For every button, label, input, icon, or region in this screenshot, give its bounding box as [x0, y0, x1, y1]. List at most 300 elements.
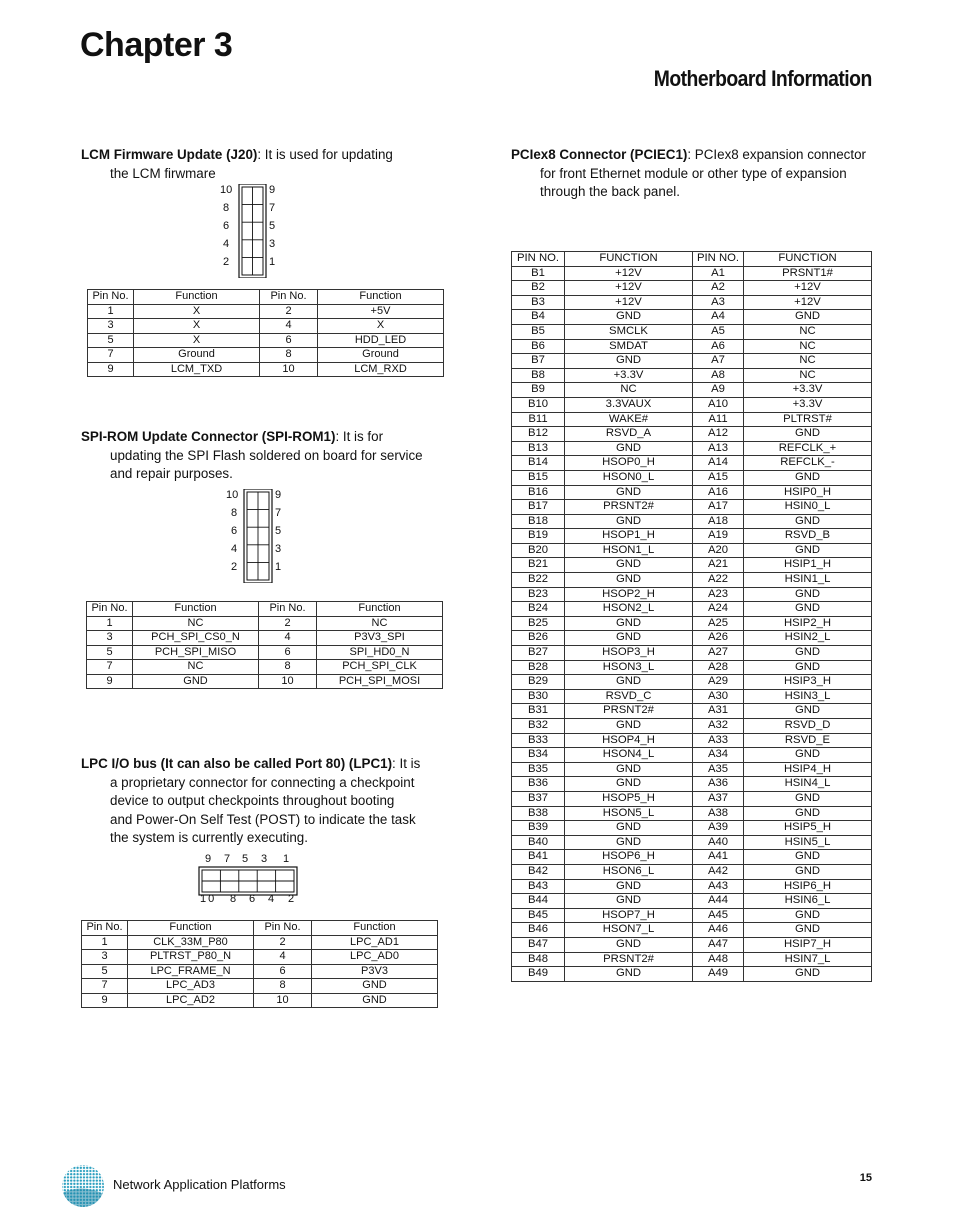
table-cell: 5 [87, 645, 133, 660]
table-header-row [512, 252, 872, 267]
table-cell: A40 [693, 835, 744, 850]
table-cell: HSIP0_H [744, 485, 872, 500]
table-cell: GND [744, 923, 872, 938]
table-cell: RSVD_B [744, 529, 872, 544]
table-cell: A22 [693, 573, 744, 588]
table-cell: 8 [259, 660, 317, 675]
table-cell: GND [744, 660, 872, 675]
table-cell: HSON2_L [565, 602, 693, 617]
table-cell: 5 [82, 964, 128, 979]
table-cell: GND [744, 310, 872, 325]
table-cell: B8 [512, 368, 565, 383]
pcie-title: PCIex8 Connector (PCIEC1) [511, 147, 688, 162]
lpc-pin-label: 7 [224, 853, 231, 865]
spi-pin-label: 1 [275, 561, 282, 573]
table-cell: B49 [512, 967, 565, 982]
spi-text-1: : It is for [335, 429, 384, 444]
table-cell: A39 [693, 821, 744, 836]
table-cell: B44 [512, 894, 565, 909]
table-cell: A1 [693, 266, 744, 281]
spi-connector-diagram [224, 489, 294, 583]
table-cell: A4 [693, 310, 744, 325]
table-row [512, 704, 872, 719]
table-cell: X [318, 319, 444, 334]
table-cell: B16 [512, 485, 565, 500]
table-cell: +12V [565, 295, 693, 310]
table-cell: 2 [254, 935, 312, 950]
table-row [512, 339, 872, 354]
company-logo [60, 1163, 106, 1209]
table-cell: 9 [88, 362, 134, 377]
table-cell: NC [133, 660, 259, 675]
spi-text-2: updating the SPI Flash soldered on board for service [110, 447, 423, 463]
footer-text: Network Application Platforms [113, 1177, 286, 1192]
table-cell: 7 [82, 979, 128, 994]
table-row [88, 304, 444, 319]
table-row [512, 748, 872, 763]
table-cell: A42 [693, 864, 744, 879]
table-cell: B5 [512, 324, 565, 339]
table-cell: HSIN7_L [744, 952, 872, 967]
table-cell: GND [565, 558, 693, 573]
table-row [512, 383, 872, 398]
table-row [512, 762, 872, 777]
lpc-pin-label: 8 [230, 893, 237, 905]
lpc-pin-label: 2 [288, 893, 295, 905]
table-cell: HSOP4_H [565, 733, 693, 748]
table-cell: +5V [318, 304, 444, 319]
table-cell: 7 [87, 660, 133, 675]
table-cell: HSOP6_H [565, 850, 693, 865]
table-cell: HSIP2_H [744, 616, 872, 631]
table-cell: A18 [693, 514, 744, 529]
table-cell: A28 [693, 660, 744, 675]
table-cell: B27 [512, 646, 565, 661]
table-cell: WAKE# [565, 412, 693, 427]
table-cell: +12V [744, 295, 872, 310]
table-cell: HSON0_L [565, 470, 693, 485]
table-cell: B40 [512, 835, 565, 850]
table-cell: HSIN0_L [744, 500, 872, 515]
table-cell: PRSNT2# [565, 952, 693, 967]
table-cell: Ground [318, 348, 444, 363]
table-cell: HSIP3_H [744, 675, 872, 690]
table-cell: HSOP3_H [565, 646, 693, 661]
table-cell: B13 [512, 441, 565, 456]
table-row [512, 835, 872, 850]
table-cell: +12V [565, 281, 693, 296]
table-cell: RSVD_C [565, 689, 693, 704]
table-cell: LPC_AD3 [128, 979, 254, 994]
lpc-connector-diagram [198, 853, 300, 907]
table-cell: A3 [693, 295, 744, 310]
lpc-pin-label: 6 [249, 893, 256, 905]
table-row [512, 412, 872, 427]
table-row [512, 558, 872, 573]
table-cell: HSIP7_H [744, 937, 872, 952]
spi-pin-label: 10 [226, 489, 239, 501]
table-row [512, 427, 872, 442]
table-cell: B23 [512, 587, 565, 602]
table-cell: HSIP5_H [744, 821, 872, 836]
table-row [512, 295, 872, 310]
table-header-row [82, 921, 438, 936]
table-cell: HSIN6_L [744, 894, 872, 909]
table-cell: GND [565, 573, 693, 588]
table-cell: GND [565, 967, 693, 982]
j20-pin-label: 3 [269, 238, 276, 250]
table-cell: B9 [512, 383, 565, 398]
table-cell: REFCLK_+ [744, 441, 872, 456]
table-header-cell: Function [317, 602, 443, 617]
table-cell: HSIN1_L [744, 573, 872, 588]
spi-description [81, 428, 443, 484]
table-cell: LPC_AD0 [312, 950, 438, 965]
table-row [512, 967, 872, 982]
table-cell: CLK_33M_P80 [128, 935, 254, 950]
table-header-cell: FUNCTION [744, 252, 872, 267]
table-cell: PLTRST_P80_N [128, 950, 254, 965]
table-row [512, 894, 872, 909]
table-row [512, 791, 872, 806]
table-cell: A34 [693, 748, 744, 763]
spi-pin-label: 3 [275, 543, 282, 555]
table-row [512, 923, 872, 938]
table-header-cell: Function [128, 921, 254, 936]
table-cell: GND [565, 719, 693, 734]
table-cell: HSOP5_H [565, 791, 693, 806]
table-cell: B32 [512, 719, 565, 734]
table-cell: HSOP0_H [565, 456, 693, 471]
table-cell: X [134, 333, 260, 348]
table-cell: +3.3V [565, 368, 693, 383]
table-cell: LCM_RXD [318, 362, 444, 377]
table-cell: GND [744, 470, 872, 485]
table-cell: PCH_SPI_CS0_N [133, 631, 259, 646]
table-cell: +12V [565, 266, 693, 281]
spi-title: SPI-ROM Update Connector (SPI-ROM1) [81, 429, 336, 444]
table-cell: GND [565, 894, 693, 909]
table-header-cell: PIN NO. [693, 252, 744, 267]
table-cell: B17 [512, 500, 565, 515]
table-row [88, 319, 444, 334]
table-row [82, 993, 438, 1008]
table-cell: 4 [254, 950, 312, 965]
table-cell: B15 [512, 470, 565, 485]
table-row [512, 514, 872, 529]
globe-logo-icon [60, 1163, 106, 1209]
table-cell: 8 [260, 348, 318, 363]
pcie-text-3: through the back panel. [540, 184, 680, 199]
table-cell: A45 [693, 908, 744, 923]
table-cell: B29 [512, 675, 565, 690]
table-header-cell: Pin No. [82, 921, 128, 936]
table-cell: B20 [512, 543, 565, 558]
table-cell: 10 [259, 674, 317, 689]
table-cell: B38 [512, 806, 565, 821]
table-cell: GND [565, 616, 693, 631]
table-cell: 2 [259, 616, 317, 631]
table-row [512, 354, 872, 369]
lpc-pin-label: 4 [268, 893, 275, 905]
table-cell: A2 [693, 281, 744, 296]
lpc-pin-label: 3 [261, 853, 268, 865]
table-row [512, 850, 872, 865]
table-cell: B48 [512, 952, 565, 967]
table-row [512, 456, 872, 471]
table-cell: 8 [254, 979, 312, 994]
j20-pin-label: 5 [269, 220, 276, 232]
table-cell: GND [744, 864, 872, 879]
table-cell: HSIN4_L [744, 777, 872, 792]
spi-pin-label: 9 [275, 489, 282, 501]
table-cell: X [134, 304, 260, 319]
table-row [512, 864, 872, 879]
table-cell: HDD_LED [318, 333, 444, 348]
table-cell: LPC_AD2 [128, 993, 254, 1008]
table-header-cell: Function [133, 602, 259, 617]
table-cell: HSOP2_H [565, 587, 693, 602]
table-cell: A30 [693, 689, 744, 704]
table-cell: A27 [693, 646, 744, 661]
table-cell: +12V [744, 281, 872, 296]
j20-pin-label: 1 [269, 256, 276, 268]
table-header-cell: Pin No. [254, 921, 312, 936]
table-row [87, 631, 443, 646]
table-cell: GND [565, 762, 693, 777]
table-cell: HSON7_L [565, 923, 693, 938]
table-cell: GND [744, 543, 872, 558]
table-cell: B1 [512, 266, 565, 281]
table-cell: GND [744, 806, 872, 821]
j20-pin-label: 6 [223, 220, 230, 232]
pcie-text-1: : PCIex8 expansion connector [687, 147, 867, 162]
j20-pin-label: 8 [223, 202, 230, 214]
table-row [512, 719, 872, 734]
table-cell: A47 [693, 937, 744, 952]
table-header-cell: FUNCTION [565, 252, 693, 267]
table-cell: B18 [512, 514, 565, 529]
table-cell: +3.3V [744, 383, 872, 398]
table-cell: A24 [693, 602, 744, 617]
table-cell: SMDAT [565, 339, 693, 354]
table-cell: RSVD_E [744, 733, 872, 748]
table-cell: A48 [693, 952, 744, 967]
table-cell: LPC_FRAME_N [128, 964, 254, 979]
table-cell: B47 [512, 937, 565, 952]
j20-connector-diagram [216, 184, 286, 278]
table-row [512, 806, 872, 821]
table-cell: GND [565, 835, 693, 850]
table-cell: B39 [512, 821, 565, 836]
table-cell: GND [565, 631, 693, 646]
lpc-text-4: and Power-On Self Test (POST) to indicate the task [110, 811, 416, 827]
table-cell: A23 [693, 587, 744, 602]
j20-pin-label: 9 [269, 184, 276, 196]
lpc-text-5: the system is currently executing. [110, 830, 308, 845]
table-cell: GND [744, 646, 872, 661]
table-cell: A29 [693, 675, 744, 690]
table-cell: GND [565, 310, 693, 325]
table-row [512, 324, 872, 339]
table-header-cell: Pin No. [260, 290, 318, 305]
lpc-pin-label: 1 [283, 853, 290, 865]
table-row [512, 646, 872, 661]
table-cell: A14 [693, 456, 744, 471]
table-cell: RSVD_D [744, 719, 872, 734]
lpc-description [81, 755, 443, 848]
table-cell: B7 [512, 354, 565, 369]
table-cell: HSOP1_H [565, 529, 693, 544]
spi-pin-label: 8 [231, 507, 238, 519]
table-row [512, 397, 872, 412]
table-cell: NC [744, 324, 872, 339]
table-cell: B24 [512, 602, 565, 617]
table-cell: HSON1_L [565, 543, 693, 558]
lpc-pin-label: 10 [200, 893, 217, 905]
table-cell: B35 [512, 762, 565, 777]
table-cell: HSIP4_H [744, 762, 872, 777]
table-cell: SPI_HD0_N [317, 645, 443, 660]
table-cell: REFCLK_- [744, 456, 872, 471]
table-header-cell: Pin No. [259, 602, 317, 617]
table-cell: NC [744, 354, 872, 369]
table-row [512, 952, 872, 967]
table-row [88, 333, 444, 348]
table-cell: GND [744, 587, 872, 602]
table-cell: B4 [512, 310, 565, 325]
lpc-text-1: : It is [392, 756, 421, 771]
table-row [88, 348, 444, 363]
table-cell: A19 [693, 529, 744, 544]
table-cell: NC [317, 616, 443, 631]
table-cell: 10 [254, 993, 312, 1008]
table-cell: 5 [88, 333, 134, 348]
table-cell: A12 [693, 427, 744, 442]
spi-pin-label: 5 [275, 525, 282, 537]
table-cell: A17 [693, 500, 744, 515]
table-row [512, 631, 872, 646]
table-row [512, 689, 872, 704]
lpc-text-3: device to output checkpoints throughout booting [110, 793, 395, 808]
table-cell: A33 [693, 733, 744, 748]
table-row [512, 879, 872, 894]
table-cell: A7 [693, 354, 744, 369]
table-cell: A8 [693, 368, 744, 383]
table-cell: B41 [512, 850, 565, 865]
table-cell: A37 [693, 791, 744, 806]
table-row [512, 616, 872, 631]
table-cell: A26 [693, 631, 744, 646]
table-cell: A6 [693, 339, 744, 354]
table-cell: B46 [512, 923, 565, 938]
table-cell: B10 [512, 397, 565, 412]
table-cell: B2 [512, 281, 565, 296]
table-cell: A10 [693, 397, 744, 412]
table-cell: GND [744, 908, 872, 923]
j20-title: LCM Firmware Update (J20) [81, 147, 258, 162]
table-cell: RSVD_A [565, 427, 693, 442]
table-row [82, 935, 438, 950]
table-cell: A38 [693, 806, 744, 821]
table-cell: 6 [260, 333, 318, 348]
table-cell: A49 [693, 967, 744, 982]
table-row [512, 310, 872, 325]
lpc-pin-label: 5 [242, 853, 249, 865]
table-cell: HSON3_L [565, 660, 693, 675]
j20-pin-label: 4 [223, 238, 230, 250]
table-row [512, 441, 872, 456]
table-header-cell: PIN NO. [512, 252, 565, 267]
table-cell: A5 [693, 324, 744, 339]
table-header-row [87, 602, 443, 617]
table-cell: P3V3 [312, 964, 438, 979]
table-header-row [88, 290, 444, 305]
table-cell: 10 [260, 362, 318, 377]
table-cell: B21 [512, 558, 565, 573]
table-row [512, 543, 872, 558]
table-cell: A41 [693, 850, 744, 865]
table-cell: X [134, 319, 260, 334]
table-cell: B19 [512, 529, 565, 544]
table-row [512, 573, 872, 588]
table-cell: A44 [693, 894, 744, 909]
table-cell: LPC_AD1 [312, 935, 438, 950]
table-row [512, 602, 872, 617]
table-row [82, 964, 438, 979]
table-cell: B11 [512, 412, 565, 427]
table-cell: B43 [512, 879, 565, 894]
spi-pin-table [86, 601, 443, 689]
table-cell: A9 [693, 383, 744, 398]
j20-pin-label: 2 [223, 256, 230, 268]
table-row [512, 777, 872, 792]
table-header-cell: Pin No. [87, 602, 133, 617]
table-cell: B34 [512, 748, 565, 763]
lpc-pin-label: 9 [205, 853, 212, 865]
table-cell: A25 [693, 616, 744, 631]
table-cell: P3V3_SPI [317, 631, 443, 646]
pcie-text-2: for front Ethernet module or other type of expansion [540, 165, 847, 181]
table-cell: NC [565, 383, 693, 398]
table-row [512, 266, 872, 281]
table-cell: A32 [693, 719, 744, 734]
table-header-cell: Function [134, 290, 260, 305]
spi-pin-label: 6 [231, 525, 238, 537]
table-cell: B45 [512, 908, 565, 923]
pcie-pin-table [511, 251, 872, 982]
table-cell: 9 [82, 993, 128, 1008]
lpc-text-2: a proprietary connector for connecting a checkpoint [110, 774, 415, 790]
section-title: Motherboard Information [653, 66, 872, 91]
table-cell: PRSNT1# [744, 266, 872, 281]
table-row [512, 821, 872, 836]
table-cell: NC [744, 339, 872, 354]
lpc-pin-table [81, 920, 438, 1008]
table-row [82, 950, 438, 965]
table-cell: A46 [693, 923, 744, 938]
chapter-title: Chapter 3 [80, 26, 233, 64]
table-cell: LCM_TXD [134, 362, 260, 377]
table-row [512, 281, 872, 296]
table-cell: B14 [512, 456, 565, 471]
table-cell: GND [744, 850, 872, 865]
table-row [82, 979, 438, 994]
table-row [88, 362, 444, 377]
table-row [512, 368, 872, 383]
table-row [87, 645, 443, 660]
table-cell: A35 [693, 762, 744, 777]
